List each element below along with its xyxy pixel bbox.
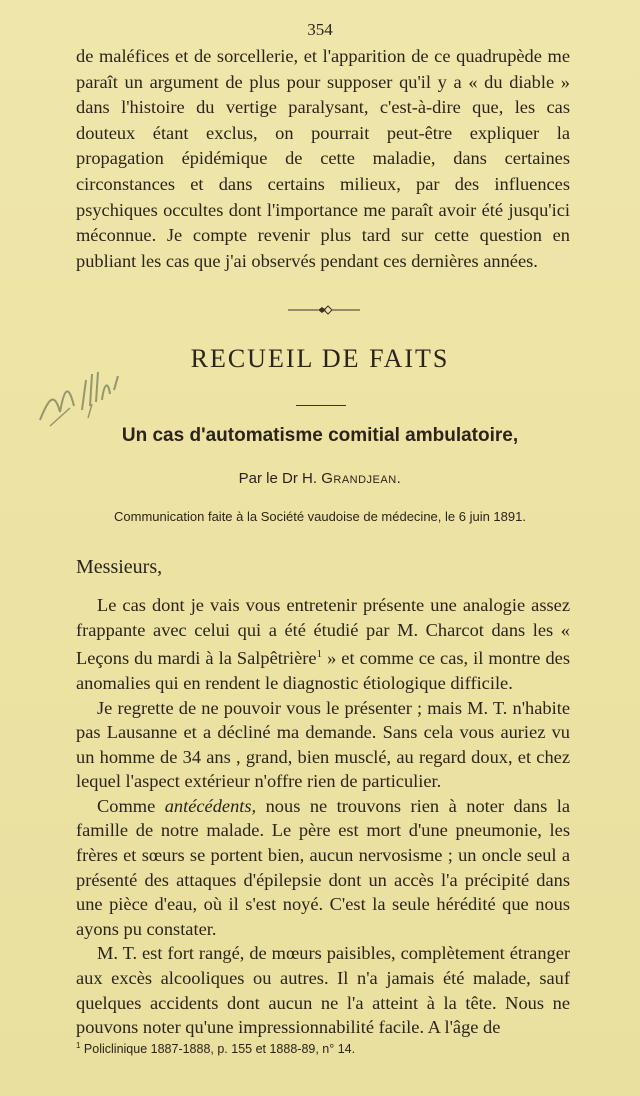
title-rule xyxy=(296,405,346,406)
byline xyxy=(0,470,640,487)
paragraph-1-text-b: » et comme ce cas, il montre des anomalies qui en rendent le diagnostic étiologique difficile. xyxy=(76,648,570,693)
paragraph-2: Je regrette de ne pouvoir vous le présenter ; mais M. T. n'habite pas Lausanne et a décliné ma demande. Sans cela vous auriez vu un homme de 34 ans , grand, bien musclé, au regard doux, et chez lequel l'aspect extérieur n'offre rien de particulier. xyxy=(76,697,570,792)
footnote-ref: 1 xyxy=(316,648,323,661)
paragraph-1-text-a: Le cas dont je vais vous entretenir présente une analogie assez frappante avec celui qui a été étudié par M. Charcot dans les « Leçons du mardi à la Salpêtrière xyxy=(76,595,570,669)
section-title: RECUEIL DE FAITS xyxy=(190,344,450,373)
communication-note: Communication faite à la Société vaudoise de médecine, le 6 juin 1891. xyxy=(114,509,526,524)
salutation: Messieurs, xyxy=(76,556,163,578)
byline-prefix: Par le Dr H. xyxy=(238,470,318,487)
page-number: 354 xyxy=(307,20,333,39)
footnote xyxy=(76,1041,596,1056)
paragraph-1 xyxy=(76,593,570,696)
paragraph-3-emphasis: antécédents, xyxy=(164,795,257,816)
paragraph-3 xyxy=(76,794,570,942)
intro-paragraph: de maléfices et de sorcellerie, et l'apparition de ce quadrupède me paraît un argument de plus pour supposer qu'il y a « du diable » dans l'histoire du vertige paralysant, c'est-à-dire que, les cas douteux étant exclus, on pourrait peut-être expliquer la propagation épidémique de cette maladie, dans certaines circonstances et dans certains milieux, par des influences psychiques occultes dont l'importance me paraît avoir été jusqu'ici méconnue. Je compte revenir plus tard sur cette question en publiant les cas que j'ai observés pendant ces dernières années. xyxy=(76,46,570,271)
article-body xyxy=(76,593,570,1040)
paragraph-4: M. T. est fort rangé, de mœurs paisibles, complètement étranger aux excès alcooliques ou autres. Il n'a jamais été malade, sauf quelques accidents dont aucun ne l'a atteint à la tête. Nous ne pouvons noter qu'une impressionnabilité facile. A l'âge de xyxy=(76,943,570,1038)
paragraph-3-text-a: Comme xyxy=(97,795,165,816)
author-name: Grandjean. xyxy=(321,470,402,487)
footnote-text: Policlinique 1887-1888, p. 155 et 1888-89, n° 14. xyxy=(80,1042,356,1057)
paragraph-3-text-b: nous ne trouvons rien à noter dans la famille de notre malade. Le père est mort d'une pneumonie, les frères et sœurs se portent bien, aucun nervosisme ; un oncle seul a présenté des attaques d'épilepsie dont un accès l'a précipité dans une pièce d'eau, où il s'est noyé. C'est la seule hérédité que nous ayons pu constater. xyxy=(76,795,570,939)
article-title: Un cas d'automatisme comitial ambulatoire, xyxy=(121,425,519,446)
ornament-divider xyxy=(288,304,360,316)
footnote-marker: 1 xyxy=(76,1041,81,1050)
